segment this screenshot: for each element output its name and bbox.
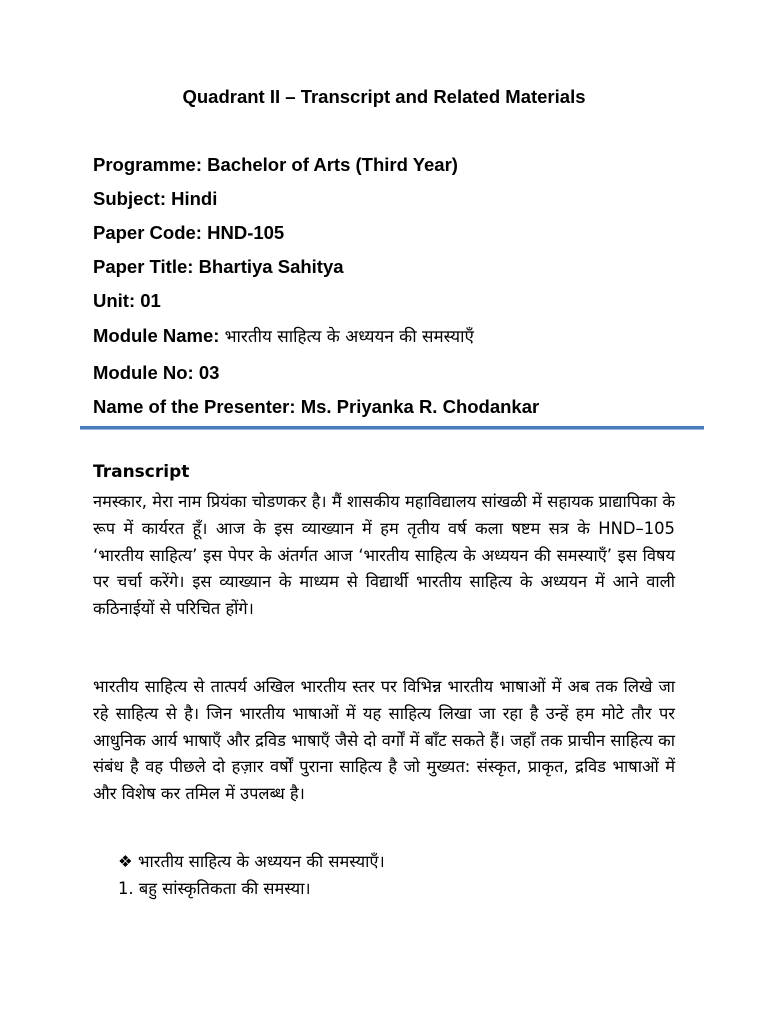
meta-value: Bhartiya Sahitya [198, 256, 344, 277]
section-divider [80, 426, 704, 430]
meta-unit [93, 290, 161, 312]
meta-module-no [93, 362, 219, 384]
diamond-bullet-icon: ❖ [118, 852, 133, 871]
meta-value: Ms. Priyanka R. Chodankar [300, 396, 540, 417]
meta-presenter [93, 396, 539, 418]
meta-module-name [93, 324, 474, 347]
meta-label: Unit: [93, 290, 141, 311]
meta-label: Paper Code: [93, 222, 208, 243]
meta-value: Bachelor of Arts (Third Year) [207, 154, 458, 175]
meta-label: Name of the Presenter: [93, 396, 301, 417]
meta-value: Hindi [171, 188, 218, 209]
meta-label: Module No: [93, 362, 199, 383]
meta-label: Subject: [93, 188, 172, 209]
meta-subject [93, 188, 217, 210]
meta-programme [93, 154, 458, 176]
topic-list [118, 848, 385, 902]
page-title: Quadrant II – Transcript and Related Materials [182, 86, 586, 107]
meta-label: Module Name: [93, 325, 225, 346]
meta-label: Paper Title: [93, 256, 199, 277]
transcript-paragraph: नमस्कार, मेरा नाम प्रियंका चोडणकर है। मैं शासकीय महाविद्यालय सांखळी में सहायक प्राद्यापिका के रूप में कार्यरत हूँ। आज के इस व्याख्यान में हम तृतीय वर्ष कला षष्टम सत्र के HND–105 ‘भारतीय साहित्य’ इस पेपर के अंतर्गत आज ‘भारतीय साहित्य के अध्ययन की समस्याएँ’ इस विषय पर चर्चा करेंगे। इस व्याख्यान के माध्यम से विद्यार्थी भारतीय साहित्य के अध्ययन में आने वाली कठिनाईयों से परिचित होंगे। [93, 492, 675, 619]
meta-value: भारतीय साहित्य के अध्ययन की समस्याएँ [224, 327, 474, 347]
list-item-numbered: 1. बहु सांस्कृतिकता की समस्या। [118, 879, 311, 898]
meta-paper-title [93, 256, 344, 278]
list-item-bullet [118, 848, 385, 875]
meta-value: HND-105 [207, 222, 285, 243]
transcript-paragraph: भारतीय साहित्य से तात्पर्य अखिल भारतीय स्तर पर विभिन्न भारतीय भाषाओं में अब तक लिखे जा रहे साहित्य से है। जिन भारतीय भाषाओं में यह साहित्य लिखा जा रहा है उन्हें हम मोटे तौर पर आधुनिक आर्य भाषाएँ और द्रविड भाषाएँ जैसे दो वर्गों में बाँट सकते हैं। जहाँ तक प्राचीन साहित्य का संबंध है वह पीछले दो हज़ार वर्षों पुराना साहित्य है जो मुख्यत: संस्कृत, प्राकृत, द्रविड भाषाओं में और विशेष कर तमिल में उपलब्ध है। [93, 677, 675, 804]
meta-value: 01 [140, 290, 161, 311]
transcript-heading: Transcript [93, 462, 190, 482]
meta-paper-code [93, 222, 284, 244]
list-item-text: भारतीय साहित्य के अध्ययन की समस्याएँ। [138, 852, 385, 871]
meta-value: 03 [198, 362, 220, 383]
meta-label: Programme: [93, 154, 208, 175]
